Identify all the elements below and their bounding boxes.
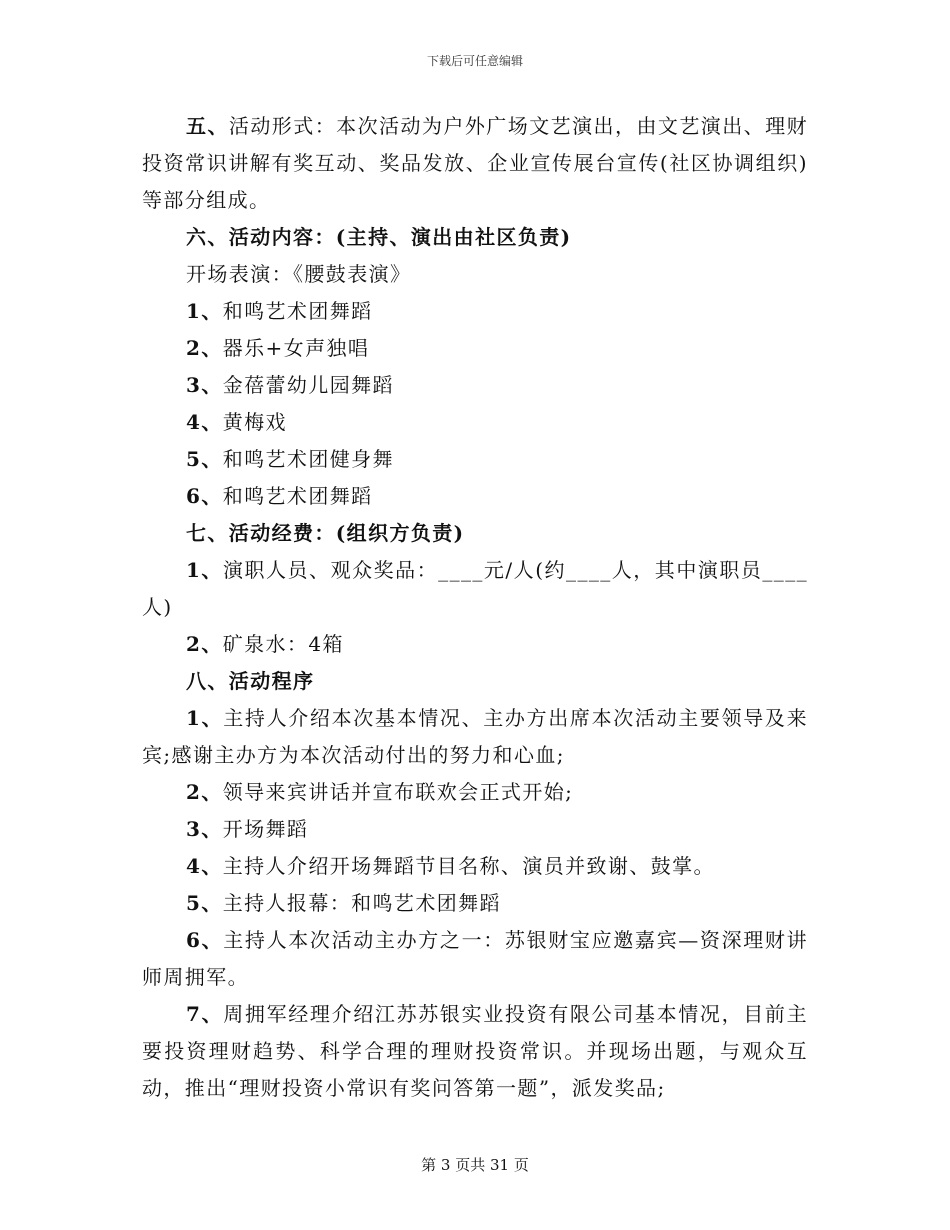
paragraph-text: 活动形式：本次活动为户外广场文艺演出，由文艺演出、理财投资常识讲解有奖互动、奖品发放、企业宣传展台宣传(社区协调组织)等部分组成。 [142, 114, 808, 212]
step-number: 2、 [186, 780, 223, 804]
step-text: 主持人报幕：和鸣艺术团舞蹈 [222, 891, 501, 915]
item-number: 3、 [186, 373, 223, 397]
page-footer: 第 3 页共 31 页 [421, 1156, 529, 1174]
item-text: 和鸣艺术团舞蹈 [222, 299, 373, 323]
heading-activity-procedure: 八、活动程序 [186, 669, 315, 693]
step-text: 主持人介绍开场舞蹈节目名称、演员并致谢、鼓掌。 [222, 854, 715, 878]
item-text: 演职人员、观众奖品：____元/人(约____人，其中演职员____人) [142, 558, 809, 619]
item-number: 1、 [186, 299, 223, 323]
step-number: 4、 [186, 854, 223, 878]
step-text: 主持人介绍本次基本情况、主办方出席本次活动主要领导及来宾;感谢主办方为本次活动付出的努力和心血; [142, 706, 808, 767]
program-item-3 [142, 367, 808, 404]
item-text: 黄梅戏 [222, 410, 287, 434]
step-text: 周拥军经理介绍江苏苏银实业投资有限公司基本情况，目前主要投资理财趋势、科学合理的理财投资常识。并现场出题，与观众互动，推出“理财投资小常识有奖问答第一题”，派发奖品; [142, 1002, 808, 1100]
step-text: 领导来宾讲话并宣布联欢会正式开始; [222, 780, 574, 804]
item-number: 2、 [186, 632, 223, 656]
procedure-step-2 [142, 774, 808, 811]
procedure-step-3 [142, 811, 808, 848]
paragraph-number: 五、 [186, 114, 229, 138]
step-number: 1、 [186, 706, 224, 730]
program-item-6 [142, 478, 808, 515]
funding-item-1 [142, 552, 808, 626]
item-text: 和鸣艺术团健身舞 [222, 447, 394, 471]
step-text: 主持人本次活动主办方之一：苏银财宝应邀嘉宾—资深理财讲师周拥军。 [142, 928, 808, 989]
step-number: 3、 [186, 817, 223, 841]
step-number: 6、 [186, 928, 224, 952]
item-number: 6、 [186, 484, 223, 508]
procedure-step-5 [142, 885, 808, 922]
item-number: 4、 [186, 410, 223, 434]
heading-activity-content: 六、活动内容：(主持、演出由社区负责) [186, 225, 572, 249]
procedure-step-6 [142, 922, 808, 996]
step-number: 7、 [186, 1002, 224, 1026]
procedure-step-1 [142, 700, 808, 774]
item-number: 5、 [186, 447, 223, 471]
item-text: 金蓓蕾幼儿园舞蹈 [222, 373, 394, 397]
page-header: 下载后可任意编辑 [426, 54, 523, 68]
program-item-4 [142, 404, 808, 441]
procedure-step-4 [142, 848, 808, 885]
document-body [142, 108, 808, 1107]
item-text: 和鸣艺术团舞蹈 [222, 484, 373, 508]
paragraph-opening-show: 开场表演：《腰鼓表演》 [186, 262, 412, 286]
item-number: 1、 [186, 558, 223, 582]
funding-item-2 [142, 626, 808, 663]
procedure-step-7 [142, 996, 808, 1107]
program-item-1 [142, 293, 808, 330]
paragraph-activity-form [142, 108, 808, 219]
program-item-5 [142, 441, 808, 478]
heading-activity-funding: 七、活动经费：(组织方负责) [186, 521, 465, 545]
item-number: 2、 [186, 336, 223, 360]
step-number: 5、 [186, 891, 223, 915]
item-text: 矿泉水：4箱 [222, 632, 344, 656]
program-item-2 [142, 330, 808, 367]
item-text: 器乐+女声独唱 [222, 336, 370, 360]
step-text: 开场舞蹈 [222, 817, 309, 841]
